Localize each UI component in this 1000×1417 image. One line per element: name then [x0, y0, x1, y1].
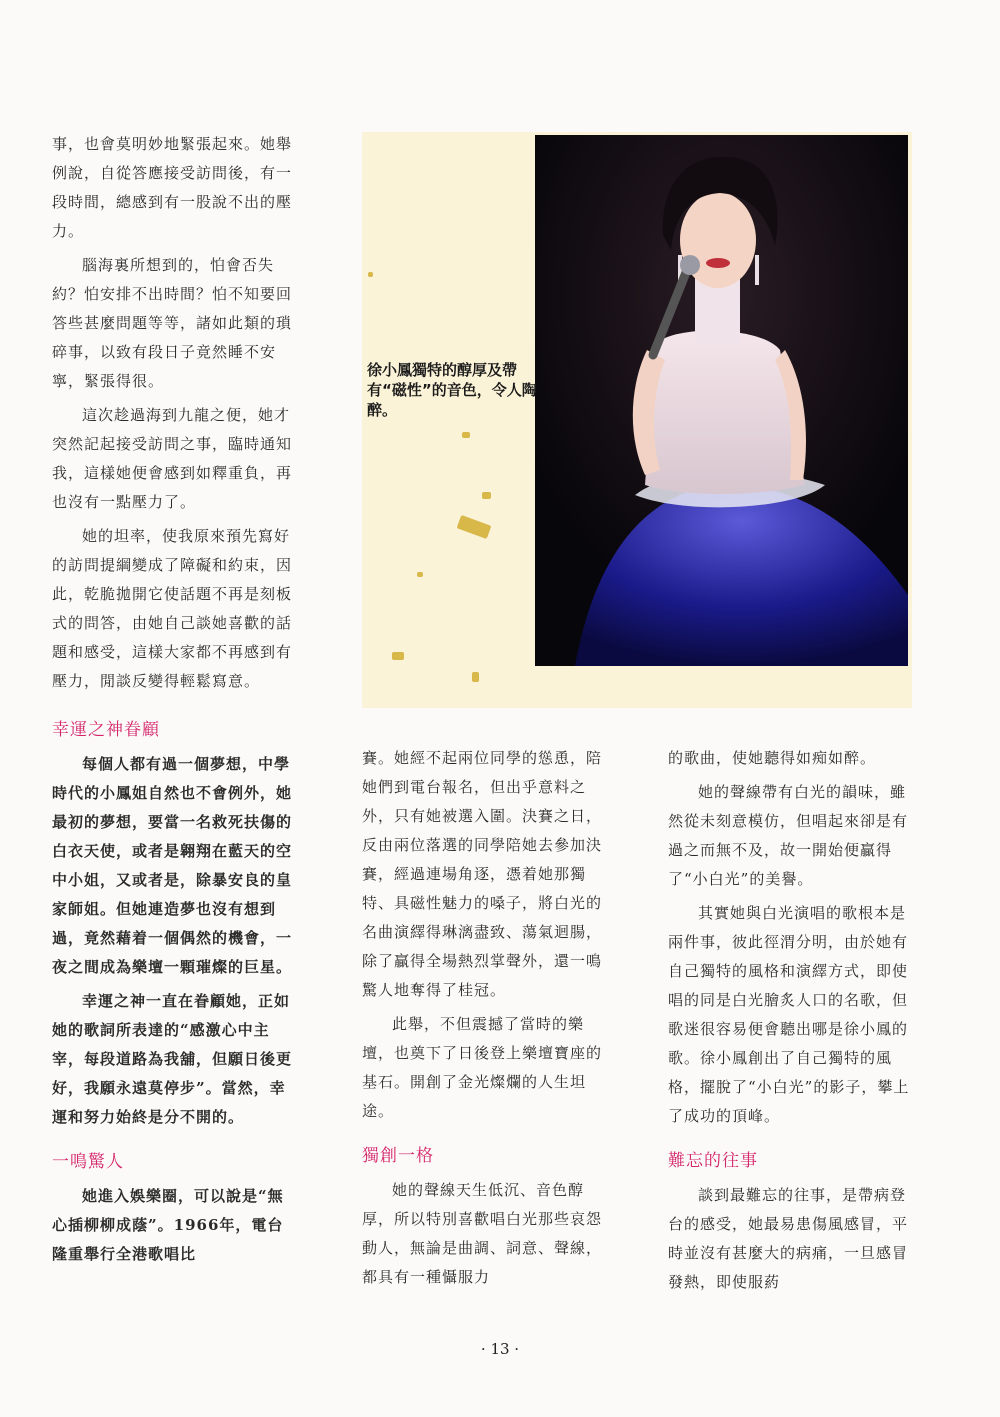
paragraph: 這次趁過海到九龍之便，她才突然記起接受訪問之事，臨時通知我，這樣她便會感到如釋重負，再也沒有一點壓力了。: [52, 406, 293, 511]
gold-fleck: [472, 672, 479, 682]
column-1-top: [52, 130, 298, 701]
paragraph: 賽。她經不起兩位同學的慫恿，陪她們到電台報名，但出乎意料之外，只有她被選入圍。決賽之日，反由兩位落選的同學陪她去參加決賽，經過連場角逐，憑着她那獨特、具磁性魅力的嗓子，將白光的名曲演繹得琳漓盡致、蕩氣迴腸，除了贏得全場熱烈掌聲外，還一鳴驚人地奪得了桂冠。: [362, 749, 603, 999]
paragraph: 她的聲線帶有白光的韻味，雖然從未刻意模仿，但唱起來卻是有過之而無不及，故一開始便贏得了“小白光”的美譽。: [668, 783, 909, 888]
column-2: [362, 744, 608, 1297]
column-3: [668, 744, 914, 1302]
paragraph: 此舉，不但震撼了當時的樂壇，也奠下了日後登上樂壇寶座的基石。開創了金光燦爛的人生坦途。: [362, 1015, 603, 1120]
paragraph: 談到最難忘的往事，是帶病登台的感受，她最易患傷風感冒，平時並沒有甚麼大的病痛，一旦感冒發熱，即使服葯: [668, 1186, 909, 1291]
section-heading: 難忘的往事: [668, 1151, 758, 1171]
paragraph: 腦海裏所想到的，怕會否失約？怕安排不出時間？怕不知要回答些甚麼問題等等，諸如此類的瑣碎事，以致有段日子竟然睡不安寧，緊張得很。: [52, 256, 293, 390]
photo-caption: 徐小鳳獨特的醇厚及帶有“磁性”的音色，令人陶醉。: [367, 361, 537, 419]
gold-fleck: [482, 492, 491, 499]
paragraph: 幸運之神一直在眷顧她，正如她的歌詞所表達的“感激心中主宰，每段道路為我舖，但願日後更好，我願永遠莫停步”。當然，幸運和努力始終是分不開的。: [52, 992, 293, 1126]
paragraph: 她的坦率，使我原來預先寫好的訪問提綱變成了障礙和約束，因此，乾脆拋開它使話題不再是刻板式的問答，由她自己談她喜歡的話題和感受，這樣大家都不再感到有壓力，閒談反變得輕鬆寫意。: [52, 527, 293, 690]
paragraph: 每個人都有過一個夢想，中學時代的小鳳姐自然也不會例外，她最初的夢想，要當一名救死扶傷的白衣天使，或者是翱翔在藍天的空中小姐，又或者是，除暴安良的皇家師姐。但她連造夢也沒有想到過，竟然藉着一個偶然的機會，一夜之間成為樂壇一顆璀燦的巨星。: [52, 755, 293, 976]
singer-photo: [535, 135, 908, 666]
column-1-bottom: [52, 700, 298, 1274]
paragraph: 其實她與白光演唱的歌根本是兩件事，彼此徑渭分明，由於她有自己獨特的風格和演繹方式，即使唱的同是白光膾炙人口的名歌，但歌迷很容易便會聽出哪是徐小鳳的歌。徐小鳳創出了自己獨特的風格，擺脫了“小白光”的影子，攀上了成功的頂峰。: [668, 904, 910, 1125]
gold-fleck: [462, 432, 470, 438]
singer-illustration: [535, 135, 908, 666]
section-heading: 一鳴驚人: [52, 1152, 124, 1172]
gold-fleck: [457, 515, 492, 539]
page-number: · 13 ·: [480, 1340, 520, 1358]
section-heading: 幸運之神眷顧: [52, 720, 160, 740]
gold-fleck: [417, 572, 423, 577]
paragraph: 她進入娛樂圈，可以說是“無心插柳柳成蔭”。1966年，電台隆重舉行全港歌唱比: [52, 1187, 284, 1263]
gold-fleck: [392, 652, 404, 660]
paragraph: 事，也會莫明妙地緊張起來。她舉例說，自從答應接受訪問後，有一段時間，總感到有一股說不出的壓力。: [52, 135, 293, 240]
paragraph: 她的聲線天生低沉、音色醇厚，所以特別喜歡唱白光那些哀怨動人，無論是曲調、詞意、聲線，都具有一種懾服力: [362, 1181, 603, 1286]
paragraph: 的歌曲，使她聽得如痴如醉。: [668, 749, 877, 767]
gold-fleck: [368, 272, 373, 277]
section-heading: 獨創一格: [362, 1146, 434, 1166]
